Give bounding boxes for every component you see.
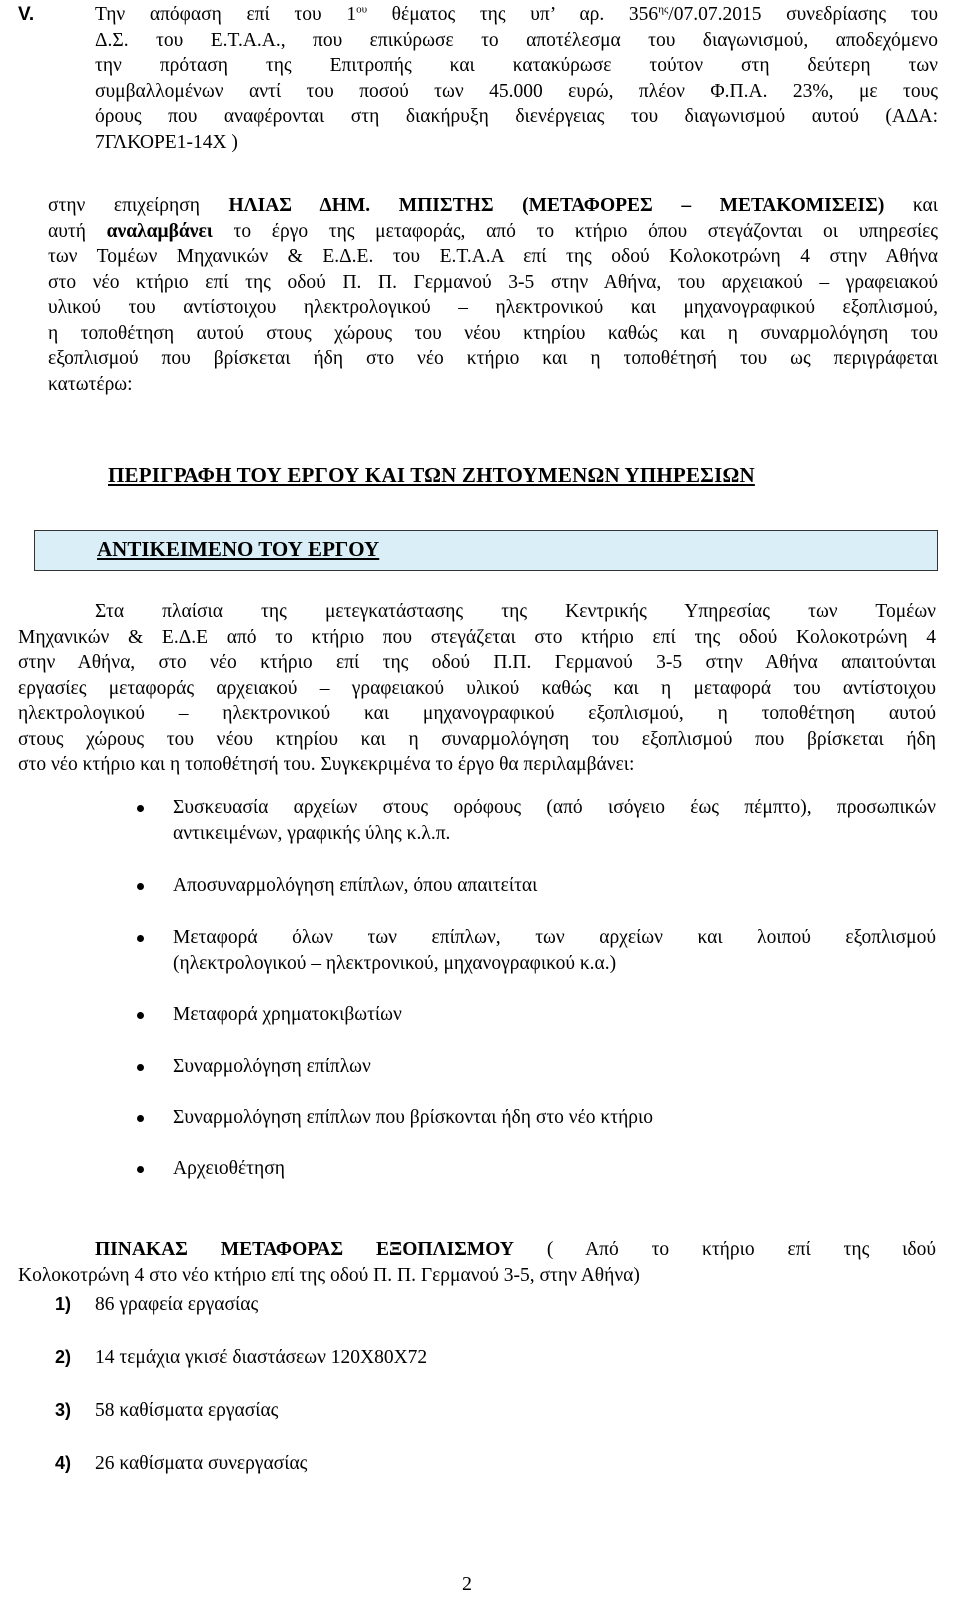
text-line: στους χώρους του νέου κτηρίου και η συναρμολόγηση του εξοπλισμού που βρίσκεται ήδη bbox=[18, 728, 936, 750]
bullet-icon bbox=[137, 935, 144, 942]
text-line: Δ.Σ. του Ε.Τ.Α.Α., που επικύρωσε το αποτέλεσμα του διαγωνισμού, αποδεχόμενο bbox=[95, 29, 938, 51]
text-line: ηλεκτρολογικού – ηλεκτρονικού και μηχανογραφικού εξοπλισμού, η τοποθέτηση αυτού bbox=[18, 703, 936, 724]
text-line: στην επιχείρηση ΗΛΙΑΣ ΔΗΜ. ΜΠΙΣΤΗΣ (ΜΕΤΑΦΟΡΕΣ – ΜΕΤΑΚΟΜΙΣΕΙΣ) και bbox=[48, 195, 938, 216]
text-line: των Τομέων Μηχανικών & Ε.Δ.Ε. του Ε.Τ.Α.Α επί της οδού Κολοκοτρώνη 4 στην Αθήνα bbox=[48, 246, 938, 267]
list-item: 1) 86 γραφεία εργασίας bbox=[55, 1294, 259, 1315]
bullet-icon bbox=[137, 1115, 144, 1122]
list-item: 4) 26 καθίσματα συνεργασίας bbox=[55, 1453, 308, 1474]
bullet-icon bbox=[137, 805, 144, 812]
bullet-icon bbox=[137, 1012, 144, 1019]
text-line: στο νέο κτήριο επί της οδού Π. Π. Γερμανού 3-5 στην Αθήνα, του αρχειακού – γραφειακού bbox=[48, 271, 938, 293]
list-item: Αποσυναρμολόγηση επίπλων, όπου απαιτείται bbox=[18, 873, 537, 899]
equipment-table-heading bbox=[18, 1237, 936, 1288]
bullet-icon bbox=[137, 1166, 144, 1173]
text-line: συμβαλλομένων αντί του ποσού των 45.000 ευρώ, πλέον Φ.Π.Α. 23%, με τους bbox=[95, 80, 938, 102]
text-line: 7ΓΛΚΟΡΕ1-14Χ ) bbox=[95, 131, 238, 153]
text-line: κατωτέρω: bbox=[48, 373, 133, 395]
list-item: 3) 58 καθίσματα εργασίας bbox=[55, 1400, 279, 1421]
subject-title: ΑΝΤΙΚΕΙΜΕΝΟ ΤΟΥ ΕΡΓΟΥ bbox=[97, 537, 380, 561]
text-line: Στα πλαίσια της μετεγκατάστασης της Κεντρικής Υπηρεσίας των Τομέων bbox=[95, 601, 936, 622]
point-number: V. bbox=[18, 4, 35, 25]
text-line: Την απόφαση επί του $1^{o\upsilon}$ θέματος της υπ’ αρ. $356^{\eta\varsigma}/07.07.2015$ συνεδρίασης του bbox=[95, 3, 938, 25]
text-line: εργασίες μεταφοράς αρχειακού – γραφειακού υλικού καθώς και η μεταφορά του αντίστοιχου bbox=[18, 677, 936, 699]
list-item: Μεταφορά χρηματοκιβωτίων bbox=[18, 1002, 402, 1028]
list-item: Συναρμολόγηση επίπλων που βρίσκονται ήδη στο νέο κτήριο bbox=[18, 1105, 653, 1131]
subject-box bbox=[34, 530, 938, 571]
text-line: εξοπλισμού που βρίσκεται ήδη στο νέο κτήριο και η τοποθέτησή του ως περιγράφεται bbox=[48, 348, 938, 369]
list-item: Αρχειοθέτηση bbox=[18, 1156, 285, 1182]
bullet-icon bbox=[137, 883, 144, 890]
point-v-text bbox=[95, 2, 938, 155]
list-item: Συναρμολόγηση επίπλων bbox=[18, 1054, 371, 1080]
section-title: ΠΕΡΙΓΡΑΦΗ ΤΟΥ ΕΡΓΟΥ ΚΑΙ ΤΩΝ ΖΗΤΟΥΜΕΝΩΝ ΥΠΗΡΕΣΙΩΝ bbox=[108, 463, 755, 487]
text-line: η τοποθέτηση αυτού στους χώρους του νέου κτηρίου καθώς και η συναρμολόγηση του bbox=[48, 322, 938, 344]
text-line: Κολοκοτρώνη 4 στο νέο κτήριο επί της οδού Π. Π. Γερμανού 3-5, στην Αθήνα) bbox=[18, 1264, 640, 1286]
list-item: 2) 14 τεμάχια γκισέ διαστάσεων 120Χ80Χ72 bbox=[55, 1347, 428, 1368]
list-item: Μεταφορά όλων των επίπλων, των αρχείων και λοιπού εξοπλισμού (ηλεκτρολογικού – ηλεκτρονικού, μηχανογραφικού κ.α.) bbox=[18, 925, 936, 976]
text-line: αυτή αναλαμβάνει το έργο της μεταφοράς, από το κτήριο όπου στεγάζονται οι υπηρεσίες bbox=[48, 220, 939, 242]
point-v bbox=[18, 2, 938, 155]
text-line: την πρόταση της Επιτροπής και κατακύρωσε τούτον στη δεύτερη των bbox=[95, 55, 938, 76]
text-line: όρους που αναφέρονται στη διακήρυξη διενέργειας του διαγωνισμού αυτού (ΑΔΑ: bbox=[95, 106, 938, 127]
text-line: Μηχανικών & Ε.Δ.Ε από το κτήριο που στεγάζεται στο κτήριο επί της οδού Κολοκοτρώνη 4 bbox=[18, 626, 936, 648]
list-item: Συσκευασία αρχείων στους ορόφους (από ισόγειο έως πέμπτο), προσωπικών αντικειμένων, γραφικής ύλης κ.λ.π. bbox=[18, 795, 936, 846]
text-line: στην Αθήνα, στο νέο κτήριο επί της οδού Π.Π. Γερμανού 3-5 στην Αθήνα απαιτούνται bbox=[18, 652, 936, 673]
text-line: υλικού του αντίστοιχου ηλεκτρολογικού – ηλεκτρονικού και μηχανογραφικού εξοπλισμού, bbox=[48, 297, 938, 318]
bullet-icon bbox=[137, 1064, 144, 1071]
subject-paragraph bbox=[18, 599, 936, 778]
text-line: ΠΙΝΑΚΑΣ ΜΕΤΑΦΟΡΑΣ ΕΞΟΠΛΙΣΜΟΥ ( Από το κτήριο επί της ιδού bbox=[95, 1239, 936, 1260]
text-line: στο νέο κτήριο και η τοποθέτησή του. Συγκεκριμένα το έργο θα περιλαμβάνει: bbox=[18, 754, 635, 775]
contractor-paragraph bbox=[48, 193, 938, 397]
page-number: 2 bbox=[462, 1573, 472, 1595]
